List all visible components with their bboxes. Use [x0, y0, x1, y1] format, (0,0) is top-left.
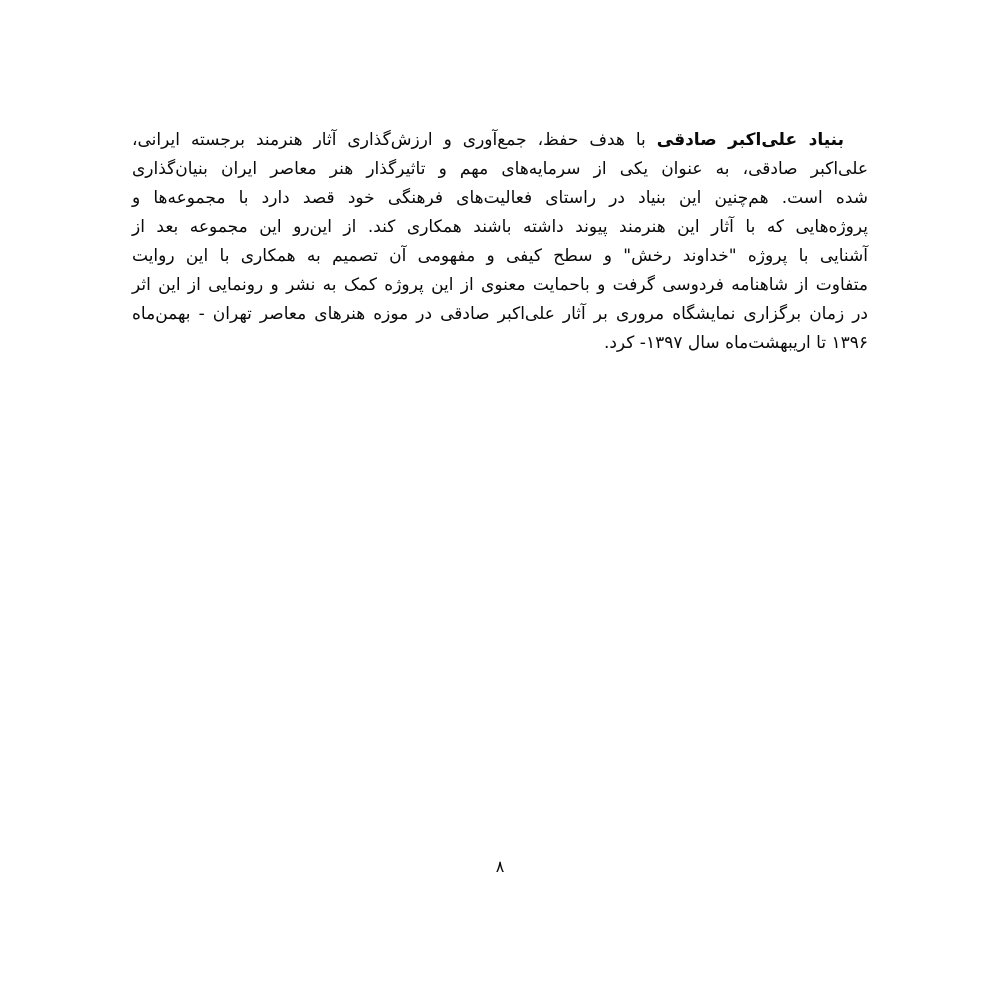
paragraph-line: در زمان برگزاری نمایشگاه مروری بر آثار علی‌اکبر صادقی در موزه هنرهای معاصر تهران - بهمن‌ماه — [132, 304, 868, 324]
paragraph-line: شده است. هم‌چنین این بنیاد در راستای فعالیت‌های فرهنگی خود قصد دارد با مجموعه‌ها و — [132, 188, 868, 208]
paragraph-line: ۱۳۹۶ تا اریبهشت‌ماه سال ۱۳۹۷- کرد. — [603, 333, 868, 353]
paragraph-line: پروژه‌هایی که با آثار این هنرمند پیوند داشته باشند همکاری کند. از این‌رو این مجموعه بعد از — [132, 217, 868, 237]
paragraph-lead-bold: بنیاد علی‌اکبر صادقی — [656, 130, 844, 150]
paragraph-line: متفاوت از شاهنامه فردوسی گرفت و باحمایت معنوی از این پروژه کمک به نشر و رونمایی از این اثر — [132, 275, 868, 295]
paragraph-line — [132, 126, 868, 155]
page-number: ۸ — [495, 857, 505, 876]
paragraph-line-text: با هدف حفظ، جمع‌آوری و ارزش‌گذاری آثار هنرمند برجسته ایرانی، — [132, 130, 657, 150]
paragraph — [132, 126, 868, 358]
paragraph-line: آشنایی با پروژه "خداوند رخش" و سطح کیفی و مفهومی آن تصمیم به همکاری با این روایت — [132, 246, 868, 266]
paragraph-line: علی‌اکبر صادقی، به عنوان یکی از سرمایه‌های مهم و تاثیرگذار هنر معاصر ایران بنیان‌گذاری — [132, 159, 868, 179]
